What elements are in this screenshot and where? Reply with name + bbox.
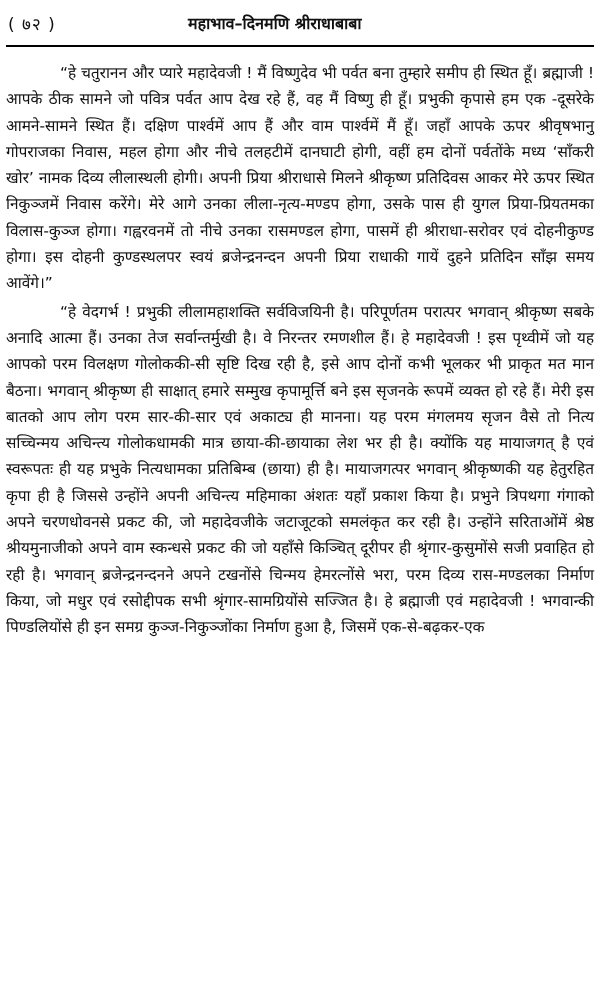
paragraph: “हे चतुरानन और प्यारे महादेवजी ! मैं विष्णुदेव भी पर्वत बना तुम्हारे समीप ही स्थित हूँ। ब्रह्माजी ! आपके ठीक सामने जो पवित्र पर्वत आप देख रहे हैं, वह मैं विष्णु ही हूँ। प्रभुकी कृपासे हम एक -दूसरेके आमने-सामने स्थित हैं। दक्षिण पार्श्वमें आप हैं और वाम पार्श्वमें मैं हूँ। जहाँ आपके ऊपर श्रीवृषभानु गोपराजका निवास, महल होगा और नीचे तलहटीमें दानघाटी होगी, वहीं हम दोनों पर्वतोंके मध्य ‘साँकरी खोर’ नामक दिव्य लीलास्थली होगी। अपनी प्रिया श्रीराधासे मिलने श्रीकृष्ण प्रतिदिवस आकर मेरे ऊपर स्थित निकुञ्जमें निवास करेंगे। मेरे आगे उनका लीला-नृत्य-मण्डप होगा, उसके पास ही युगल प्रिया-प्रियतमका विलास-कुञ्ज होगा। गह्वरवनमें तो नीचे उनका रासमण्डल होगा, पासमें ही श्रीराधा-सरोवर एवं दोहनीकुण्ड होगा। इस दोहनी कुण्डस्थलपर स्वयं ब्रजेन्द्रनन्दन अपनी प्रिया राधाकी गायें दुहने प्रतिदिन साँझ समय आवेंगे।” bbox=[6, 64, 594, 293]
page-number: ( ७२ ) bbox=[8, 15, 56, 35]
running-title: महाभाव–दिनमणि श्रीराधाबाबा bbox=[188, 14, 362, 33]
page-body bbox=[6, 60, 594, 641]
page-header bbox=[0, 0, 600, 46]
paragraph: “हे वेदगर्भ ! प्रभुकी लीलामहाशक्ति सर्वविजयिनी है। परिपूर्णतम परात्पर भगवान् श्रीकृष्ण सबके अनादि आत्मा हैं। उनका तेज सर्वान्तर्मुखी है। वे निरन्तर रमणशील हैं। हे महादेवजी ! इस पृथ्वीमें जो यह आपको परम विलक्षण गोलोककी-सी सृष्टि दिख रही है, इसे आप दोनों कभी भूलकर भी प्राकृत मत मान बैठना। भगवान् श्रीकृष्ण ही साक्षात् हमारे सम्मुख कृपामूर्त्ति बने इस सृजनके रूपमें व्यक्त हो रहे हैं। मेरी इस बातको आप लोग परम सार-की-सार एवं अकाट्य ही मानना। यह परम मंगलमय सृजन वैसे तो नित्य सच्चिन्मय अचिन्त्य गोलोकधामकी मात्र छाया-की-छायाका लेश भर ही है। क्योंकि यह मायाजगत् है एवं स्वरूपतः ही यह प्रभुके नित्यधामका प्रतिबिम्ब (छाया) ही है। मायाजगत्पर भगवान् श्रीकृष्णकी यह हेतुरहित कृपा ही है जिससे उन्होंने अपनी अचिन्त्य महिमाका अंशतः यहाँ प्रकाश किया है। प्रभुने त्रिपथगा गंगाको अपने चरणधोवनसे प्रकट की, जो महादेवजीके जटाजूटको समलंकृत कर रही है। उन्होंने सरिताओंमें श्रेष्ठ श्रीयमुनाजीको अपने वाम स्कन्धसे प्रकट की जो यहाँसे किञ्चित् दूरीपर ही श्रृंगार-कुसुमोंसे सजी प्रवाहित हो रही है। भगवान् ब्रजेन्द्रनन्दनने अपने टखनोंसे चिन्मय हेमरत्नोंसे भरा, परम दिव्य रास-मण्डलका निर्माण किया, जो मधुर एवं रसोद्दीपक सभी श्रृंगार-सामग्रियोंसे सज्जित है। हे ब्रह्माजी एवं महादेवजी ! भगवान्की पिण्डलियोंसे ही इन समग्र कुञ्ज-निकुञ्जोंका निर्माण हुआ है, जिसमें एक-से-बढ़कर-एक bbox=[6, 302, 594, 637]
header-rule bbox=[6, 45, 594, 47]
